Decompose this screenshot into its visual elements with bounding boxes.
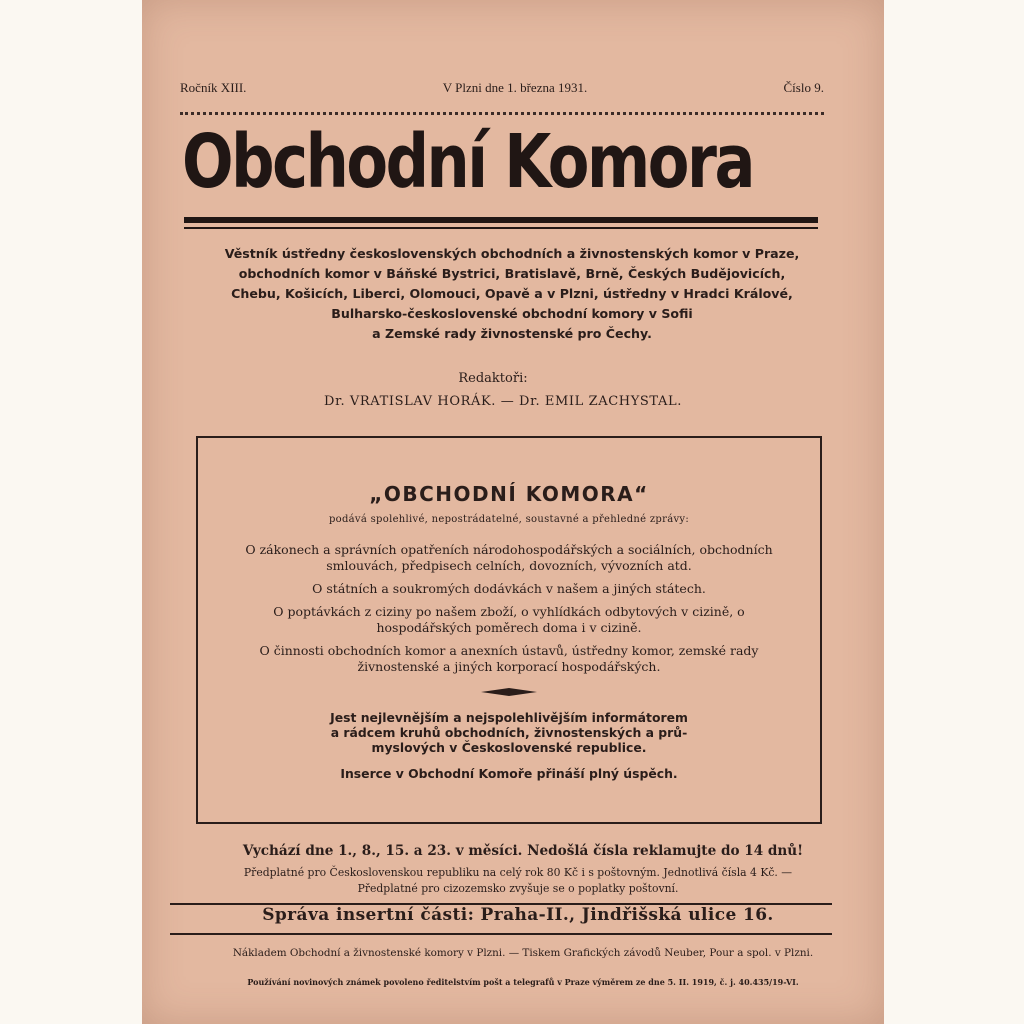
description-line: obchodních komor v Báňské Bystrici, Bratislavě, Brně, Českých Budějovicích,: [238, 266, 786, 281]
title-rule-thick: [184, 217, 818, 223]
title-rule-thin: [184, 227, 818, 229]
promo-item: O státních a soukromých dodávkách v našem a jiných státech.: [312, 581, 706, 596]
promo-title: „OBCHODNÍ KOMORA“: [369, 482, 649, 506]
promo-box: [196, 436, 822, 824]
masthead-info-line: [180, 80, 824, 96]
editors-names: Dr. VRATISLAV HORÁK. — Dr. EMIL ZACHYSTAL.: [324, 394, 682, 409]
promo-item: O poptávkách z ciziny po našem zboží, o vyhlídkách odbytových v cizině, o hospodářských poměrech doma i v cizině.: [273, 604, 745, 635]
promo-subtitle: podává spolehlivé, nepostrádatelné, soustavné a přehledné zprávy:: [328, 514, 690, 525]
promo-claim-line: a rádcem kruhů obchodních, živnostenských a prů-: [330, 725, 688, 740]
advert-office: Správa insertní části: Praha-II., Jindřišská ulice 16.: [262, 905, 774, 925]
promo-claim: [228, 710, 790, 755]
newspaper-front-page: [142, 0, 884, 1024]
promo-claim-line: myslových v Československé republice.: [371, 740, 647, 755]
issue-schedule: Vychází dne 1., 8., 15. a 23. v měsíci. Nedošlá čísla reklamujte do 14 dnů!: [242, 843, 804, 859]
description-line: Věstník ústředny československých obchodních a živnostenských komor v Praze,: [224, 246, 800, 261]
footer-rule-bottom: [170, 933, 832, 935]
promo-item: O zákonech a správních opatřeních národohospodářských a sociálních, obchodních smlouvách, předpisech celních, dovozních, vývozních atd.: [245, 542, 773, 573]
promo-items: [238, 542, 780, 682]
description-line: a Zemské rady živnostenské pro Čechy.: [372, 326, 652, 341]
issue-date: V Plzni dne 1. března 1931.: [442, 80, 588, 95]
publication-description: [152, 244, 872, 344]
newspaper-title: Obchodní Komora: [182, 119, 753, 205]
promo-claim-line: Jest nejlevnějším a nejspolehlivějším informátorem: [330, 710, 688, 725]
ornament-divider-icon: [481, 688, 537, 696]
postal-note: Používání novinových známek povoleno ředitelstvím pošt a telegrafů v Praze výměrem ze dne 5. II. 1919, č. j. 40.435/19-VI.: [247, 977, 799, 987]
description-line: Chebu, Košicích, Liberci, Olomouci, Opavě a v Plzni, ústředny v Hradci Králové,: [231, 286, 793, 301]
promo-inserce: Inserce v Obchodní Komoře přináší plný úspěch.: [340, 766, 678, 781]
editors-label: Redaktoři:: [458, 371, 528, 386]
subscription-line-2: Předplatné pro cizozemsko zvyšuje se o poplatky poštovní.: [357, 882, 679, 895]
volume-label: Ročník XIII.: [180, 80, 247, 95]
description-line: Bulharsko-československé obchodní komory v Sofii: [331, 306, 693, 321]
publisher-line: Nákladem Obchodní a živnostenské komory v Plzni. — Tiskem Grafických závodů Neuber, Pour a spol. v Plzni.: [232, 947, 814, 959]
dotted-divider: [180, 112, 824, 115]
issue-number: Číslo 9.: [783, 80, 824, 95]
subscription-line-1: Předplatné pro Československou republiku na celý rok 80 Kč i s poštovným. Jednotlivá čísla 4 Kč. —: [243, 866, 793, 879]
promo-item: O činnosti obchodních komor a anexních ústavů, ústředny komor, zemské rady živnostenské a jiných korporací hospodářských.: [259, 643, 759, 674]
